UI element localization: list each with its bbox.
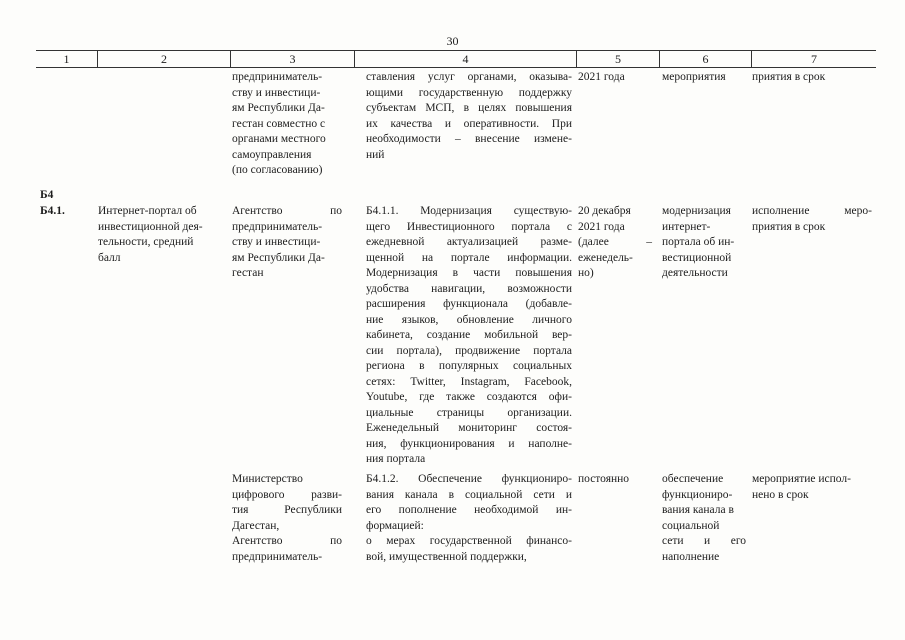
b412-col6-line: сети и его: [662, 535, 746, 547]
b41-col6-line: портала об ин-: [662, 236, 735, 248]
row-b41-result: [662, 204, 746, 282]
b412-col3-line: предприниматель-: [232, 550, 323, 563]
table-header-row: [36, 50, 876, 68]
b41-col3-line: гестан: [232, 267, 264, 279]
cont-row-activity: [366, 70, 572, 163]
b41-col4-line: сии портала), продвижение портала: [366, 344, 572, 357]
cont-col3-line: органами местного: [232, 133, 326, 145]
cont-row-deadline: [578, 70, 652, 86]
b41-col6-line: модернизация: [662, 205, 731, 217]
b41-col2-line: тельности, средний: [98, 236, 194, 248]
b41-col4-line: удобства навигации, возможности: [366, 282, 572, 295]
cont-col3-line: гестан совместно с: [232, 117, 326, 130]
cont-col4-line: их качества и оперативности. При: [366, 117, 572, 130]
row-b41-indicator: [98, 204, 210, 266]
cont-row-executor: [232, 70, 344, 179]
b41-col4-line: ния портала: [366, 453, 426, 465]
row-b41-deadline: [578, 204, 652, 282]
b41-col2-line: балл: [98, 251, 121, 264]
b41-col7-line: исполнение меро-: [752, 205, 872, 217]
b41-col4-line: циальные страницы организации.: [366, 406, 572, 419]
b412-col4-line: его пополнение необходимой ин-: [366, 504, 572, 516]
row-b412-deadline: [578, 472, 652, 488]
b41-col3-line: Агентство по: [232, 205, 342, 217]
b41-col3-line: предприниматель-: [232, 220, 323, 233]
b41-col7-line: приятия в срок: [752, 220, 826, 233]
b412-col3-line: цифрового разви-: [232, 488, 342, 501]
b41-col5-line: (далее –: [578, 236, 652, 248]
b41-col4-line: ние языков, обновление личного: [366, 313, 572, 326]
b41-col4-line: региона в популярных социальных: [366, 360, 572, 372]
b41-col4-line: Б4.1.1. Модернизация существую-: [366, 205, 572, 217]
cont-col4-line: ний: [366, 148, 385, 161]
b412-col7-line: нено в срок: [752, 488, 809, 501]
cont-col4-line: ставления услуг органами, оказыва-: [366, 71, 572, 83]
header-col-4: 4: [355, 51, 577, 67]
b41-col4-line: кабинета, создание мобильной вер-: [366, 329, 572, 341]
header-col-2: 2: [98, 51, 231, 67]
row-b41-activity: [366, 204, 572, 468]
b412-col4-line: вой, имущественной поддержки,: [366, 550, 527, 563]
b41-col6-line: вестиционной: [662, 251, 732, 264]
b41-col4-line: Модернизация в части повышения: [366, 267, 572, 279]
b412-col4-line: вания канала в социальной сети и: [366, 488, 572, 501]
cont-col5-line: 2021 года: [578, 71, 625, 83]
b41-col6-line: интернет-: [662, 220, 711, 233]
b41-col4-line: сетях: Twitter, Instagram, Facebook,: [366, 375, 572, 388]
header-col-5: 5: [577, 51, 660, 67]
header-col-1: 1: [36, 51, 98, 67]
b41-col4-line: расширения функционала (добавле-: [366, 298, 572, 310]
cont-col3-line: (по согласованию): [232, 164, 323, 176]
cont-col3-line: самоуправления: [232, 148, 312, 161]
row-b41-executor: [232, 204, 342, 282]
b41-col4-line: Youtube, где также создаются офи-: [366, 391, 572, 403]
b41-col4-line: щенной на портале информации.: [366, 251, 572, 264]
b41-col6-line: деятельности: [662, 267, 728, 279]
b412-col6-line: вания канала в: [662, 504, 734, 516]
b41-col5-line: но): [578, 267, 594, 279]
b41-col2-line: Интернет-портал об: [98, 205, 197, 217]
cont-col4-line: ющими государственную поддержку: [366, 86, 572, 99]
cont-col3-line: предприниматель-: [232, 71, 323, 83]
b412-col3-line: Агентство по: [232, 535, 342, 547]
header-col-3: 3: [231, 51, 355, 67]
b412-col3-line: Министерство: [232, 473, 303, 485]
row-b412-result: [662, 472, 746, 565]
cont-row-status: [752, 70, 872, 86]
section-b4-label: Б4: [40, 189, 54, 201]
page-number: 30: [446, 34, 459, 48]
b41-col3-line: ству и инвестици-: [232, 236, 321, 248]
b41-col5-line: еженедель-: [578, 251, 633, 264]
cont-col3-line: ству и инвестици-: [232, 86, 321, 99]
row-b41-status: [752, 204, 872, 235]
b412-col6-line: функциониро-: [662, 488, 733, 501]
header-col-7: 7: [811, 52, 817, 66]
cont-col4-line: субъектам МСП, в целях повышения: [366, 102, 572, 114]
b412-col5-line: постоянно: [578, 473, 630, 485]
b41-col2-line: инвестиционной дея-: [98, 220, 203, 233]
cont-row-result: [662, 70, 746, 86]
b412-col4-line: о мерах государственной финансо-: [366, 535, 572, 547]
b412-col4-line: формацией:: [366, 519, 424, 532]
cont-col6-line: мероприятия: [662, 71, 726, 83]
header-col-6: 6: [660, 51, 752, 67]
row-b412-executor: [232, 472, 342, 565]
b412-col4-line: Б4.1.2. Обеспечение функциониро-: [366, 473, 572, 485]
b41-col5-line: 20 декабря: [578, 205, 631, 217]
b41-col5-line: 2021 года: [578, 220, 625, 233]
cont-col3-line: ям Республики Да-: [232, 102, 325, 114]
row-b412-activity: [366, 472, 572, 565]
b41-col4-line: ежедневной актуализацией разме-: [366, 236, 572, 248]
b412-col6-line: обеспечение: [662, 473, 724, 485]
b412-col7-line: мероприятие испол-: [752, 473, 851, 485]
b412-col6-line: социальной: [662, 519, 720, 532]
b41-col4-line: щего Инвестиционного портала с: [366, 220, 572, 233]
cont-col4-line: необходимости – внесение измене-: [366, 133, 572, 145]
row-b412-status: [752, 472, 872, 503]
b412-col3-line: Дагестан,: [232, 519, 280, 532]
b41-col4-line: Еженедельный мониторинг состоя-: [366, 422, 572, 434]
b41-col4-line: ния, функционирования и наполне-: [366, 437, 572, 450]
b41-col3-line: ям Республики Да-: [232, 251, 325, 264]
cont-col7-line: приятия в срок: [752, 71, 826, 83]
b412-col3-line: тия Республики: [232, 504, 342, 516]
b412-col6-line: наполнение: [662, 550, 720, 563]
row-b41-number: Б4.1.: [40, 205, 65, 217]
